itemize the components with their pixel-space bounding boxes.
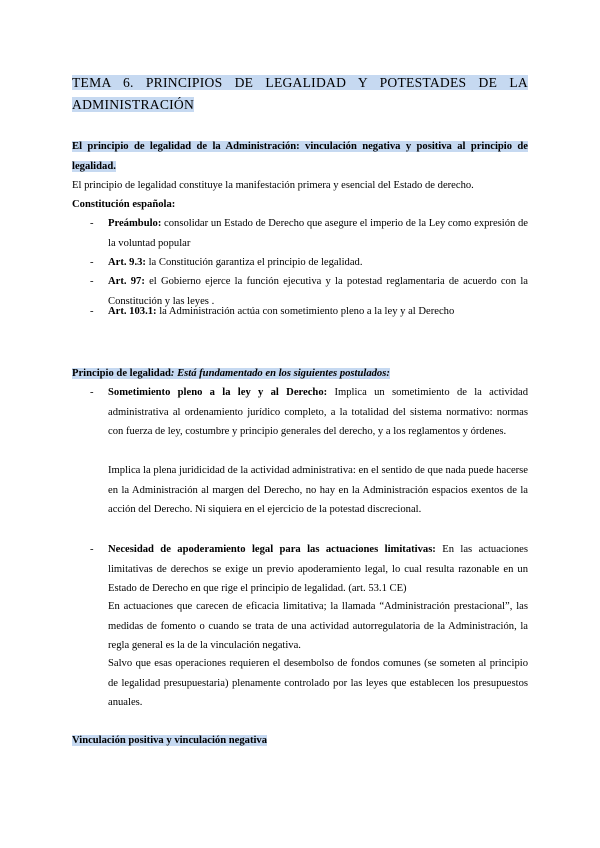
bullet-dash: - — [90, 306, 94, 317]
item-label: Preámbulo: — [108, 218, 162, 229]
list-item — [108, 540, 528, 599]
item-label: Art. 9.3: — [108, 257, 146, 268]
item-text: la Administración actúa con sometimiento pleno a la ley y al Derecho — [156, 306, 455, 317]
list-item — [108, 302, 528, 322]
section2-heading — [72, 364, 528, 384]
item-extra-paragraph: Implica la plena juridicidad de la actividad administrativa: en el sentido de que nada puede hacerse en la Administración al margen del Derecho, no hay en la Administración espacios exentos de la acción del Derecho. Ni siquiera en el ejercicio de la potestad discrecional. — [108, 465, 528, 515]
item-text: Implica un sometimiento de la actividad administrativa al ordenamiento jurídico completo, a la totalidad del sistema normativo: normas con fuerza de ley, costumbre y principio generales del derecho, y a los reglamentos y órdenes. — [108, 387, 529, 437]
section3-heading-text: Vinculación positiva y vinculación negativa — [72, 735, 268, 746]
section1-heading — [72, 137, 528, 176]
list-item — [108, 214, 528, 253]
item-extra-paragraph: Salvo que esas operaciones requieren el desembolso de fondos comunes (se someten al principio de legalidad presupuestaria) plenamente controlado por las leyes que establecen los presupuestos anuales. — [108, 658, 528, 708]
bullet-dash: - — [90, 257, 94, 268]
item-label: Art. 97: — [108, 276, 145, 287]
item-text: la Constitución garantiza el principio de legalidad. — [145, 257, 363, 268]
section2-heading-bold: Principio de legalidad — [72, 368, 171, 379]
section2-heading-rest: : Está fundamentado en los siguientes postulados: — [170, 368, 390, 379]
item-label: Necesidad de apoderamiento legal para las actuaciones limitativas: — [108, 544, 436, 555]
item-text: consolidar un Estado de Derecho que asegure el imperio de la Ley como expresión de la voluntad popular — [108, 218, 528, 249]
section3-heading — [72, 731, 528, 751]
bullet-dash: - — [90, 218, 94, 229]
item-label: Art. 103.1: — [108, 306, 157, 317]
bullet-dash: - — [90, 544, 94, 555]
item-label: Sometimiento pleno a la ley y al Derecho: — [108, 387, 328, 398]
title-text: TEMA 6. PRINCIPIOS DE LEGALIDAD Y POTESTADES DE LA ADMINISTRACIÓN — [72, 75, 528, 112]
list-item — [108, 383, 528, 442]
constitution-heading: Constitución española: — [72, 199, 176, 210]
section1-heading-text: El principio de legalidad de la Administración: vinculación negativa y positiva al principio de legalidad. — [72, 141, 528, 172]
bullet-dash: - — [90, 387, 94, 398]
item-text: el Gobierno ejerce la función ejecutiva y la potestad reglamentaria de acuerdo con la Constitución y las leyes . — [108, 276, 528, 307]
bullet-dash: - — [90, 276, 94, 287]
section1-intro: El principio de legalidad constituye la manifestación primera y esencial del Estado de derecho. — [72, 180, 474, 191]
item-extra-paragraph: En actuaciones que carecen de eficacia limitativa; la llamada “Administración prestacional”, las medidas de fomento o cuando se trata de una actividad autorregulatoria de la Administración, la regla general es la de la vinculación negativa. — [108, 601, 528, 651]
document-title — [72, 72, 528, 116]
list-item — [108, 253, 528, 273]
item-text: En las actuaciones limitativas de derechos se exige un previo apoderamiento legal, lo cual resulta razonable en un Estado de Derecho en que rige el principio de legalidad. (art. 53.1 CE) — [108, 544, 528, 594]
